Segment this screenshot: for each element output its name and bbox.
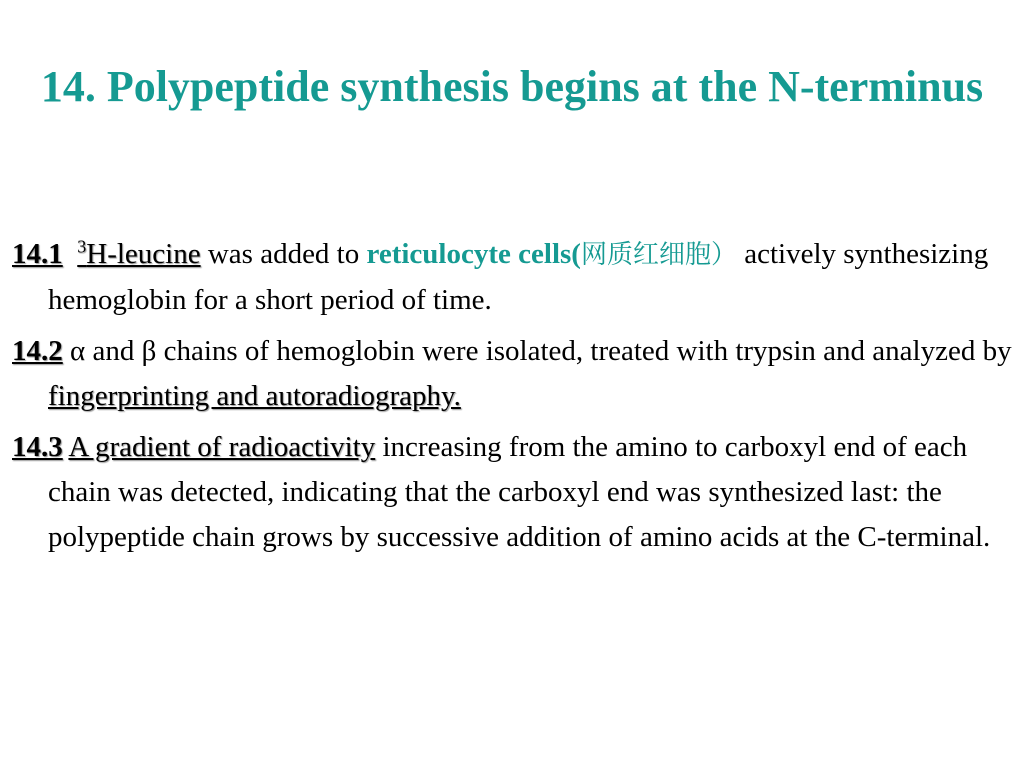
item-number: 14.1 bbox=[12, 238, 63, 270]
list-item-14-3 bbox=[12, 425, 1016, 560]
list-item-14-2 bbox=[12, 329, 1016, 419]
list-item-14-1 bbox=[12, 232, 1016, 323]
item-text: α and β chains of hemoglobin were isolated, treated with trypsin and analyzed by bbox=[62, 335, 1012, 367]
item-text: actively synthesizing hemoglobin for a short period of time. bbox=[48, 238, 989, 316]
isotope-superscript: 3 bbox=[77, 236, 87, 257]
gradient-emphasis: A gradient of radioactivity bbox=[68, 431, 376, 463]
labeled-compound bbox=[77, 238, 200, 270]
item-number: 14.3 bbox=[12, 431, 63, 463]
highlight-term: reticulocyte cells( bbox=[366, 238, 581, 270]
compound-name: H-leucine bbox=[86, 238, 201, 270]
item-number: 14.2 bbox=[12, 335, 63, 367]
item-text: increasing from the amino to carboxyl end of each chain was detected, indicating that the carboxyl end was synthesized last: the polypeptide chain grows by successive addition of amino acids at the C-terminal. bbox=[48, 431, 991, 553]
slide-body bbox=[12, 232, 1016, 566]
item-text: was added to bbox=[200, 238, 367, 270]
slide-title: 14. Polypeptide synthesis begins at the N-terminus bbox=[40, 62, 984, 111]
method-emphasis: fingerprinting and autoradiography. bbox=[48, 380, 461, 412]
highlight-term-cjk: 网质红细胞） bbox=[580, 240, 737, 270]
